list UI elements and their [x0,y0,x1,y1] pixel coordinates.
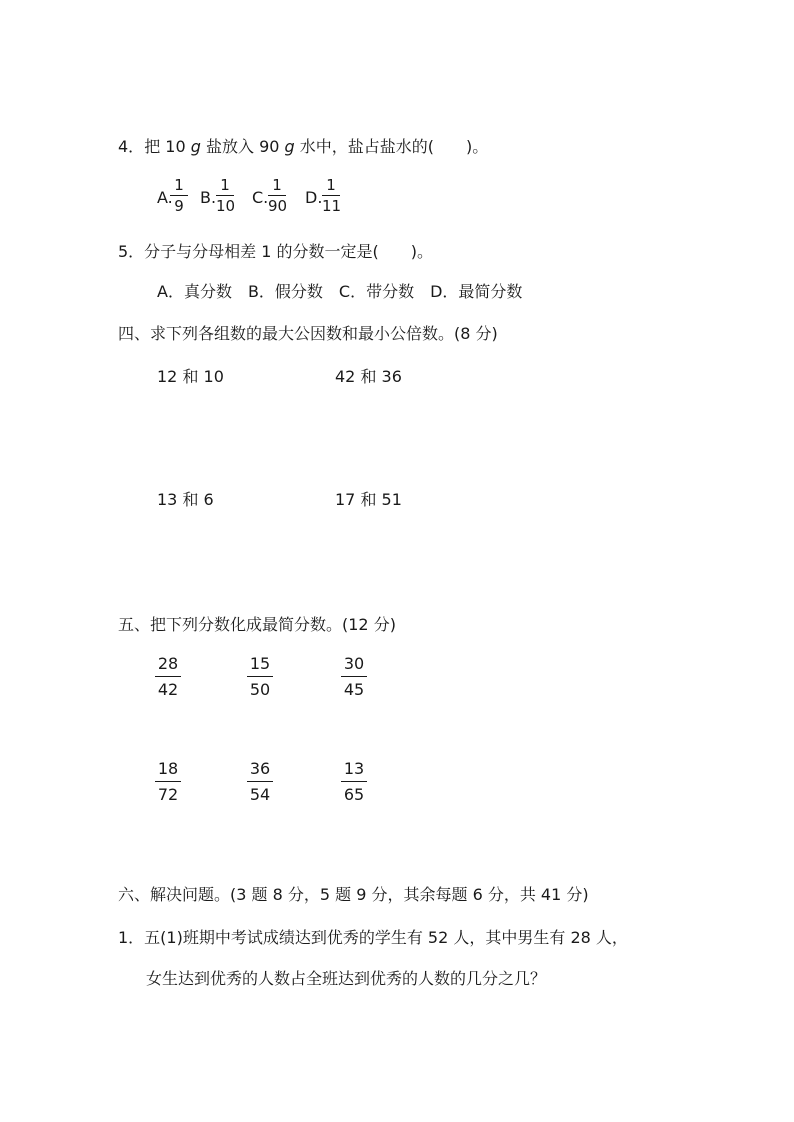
number-pair: 13 和 6 [157,490,214,509]
option-fraction-a [170,176,188,215]
denominator: 54 [249,785,271,804]
fraction-bar [247,781,273,782]
numerator: 1 [220,176,230,194]
fraction-bar [341,676,367,677]
numerator: 1 [272,176,282,194]
fraction-bar [155,676,181,677]
fraction-item [341,759,367,805]
fraction-item [155,654,181,700]
fraction-bar [247,676,273,677]
numerator: 30 [343,654,365,673]
option-fraction-c [268,176,286,215]
denominator: 11 [322,197,342,215]
fraction-item [341,654,367,700]
numerator: 1 [326,176,336,194]
denominator: 72 [157,785,179,804]
denominator: 50 [249,680,271,699]
section-6-heading: 六、解决问题。(3 题 8 分，5 题 9 分，其余每题 6 分，共 41 分) [118,885,589,904]
fraction-item [247,759,273,805]
denominator: 45 [343,680,365,699]
problem-1-line-1: 1．五(1)班期中考试成绩达到优秀的学生有 52 人，其中男生有 28 人， [118,928,628,947]
number-pair: 17 和 51 [335,490,402,509]
numerator: 15 [249,654,271,673]
number-pair: 12 和 10 [157,367,224,386]
unit-gram: g [190,137,201,156]
option-fraction-b [216,176,234,215]
option-fraction-d [322,176,340,215]
question-5: 5．分子与分母相差 1 的分数一定是( )。 [118,242,434,261]
option-label-a: A. [157,188,173,207]
denominator: 65 [343,785,365,804]
denominator: 9 [174,197,184,215]
unit-gram: g [284,137,295,156]
fraction-bar [268,195,286,196]
fraction-bar [341,781,367,782]
question-4-number: 4． [118,137,145,156]
numerator: 1 [174,176,184,194]
fraction-bar [170,195,188,196]
question-4-text-part3: 水中，盐占盐水的( )。 [294,137,489,156]
fraction-item [155,759,181,805]
denominator: 42 [157,680,179,699]
problem-1-line-2: 女生达到优秀的人数占全班达到优秀的人数的几分之几？ [146,969,547,988]
question-4 [118,137,488,157]
section-4-heading: 四、求下列各组数的最大公因数和最小公倍数。(8 分) [118,324,498,343]
denominator: 10 [216,197,236,215]
denominator: 90 [268,197,288,215]
question-5-options: A．真分数 B．假分数 C．带分数 D．最简分数 [157,282,523,301]
question-4-text-part2: 盐放入 90 [200,137,285,156]
numerator: 13 [343,759,365,778]
numerator: 28 [157,654,179,673]
numerator: 36 [249,759,271,778]
numerator: 18 [157,759,179,778]
option-label-d: D. [305,188,323,207]
number-pair: 42 和 36 [335,367,402,386]
fraction-bar [155,781,181,782]
fraction-bar [322,195,340,196]
option-label-c: C. [252,188,269,207]
option-label-b: B. [200,188,217,207]
section-5-heading: 五、把下列分数化成最简分数。(12 分) [118,615,396,634]
fraction-bar [216,195,234,196]
fraction-item [247,654,273,700]
question-4-text-part1: 把 10 [144,137,191,156]
